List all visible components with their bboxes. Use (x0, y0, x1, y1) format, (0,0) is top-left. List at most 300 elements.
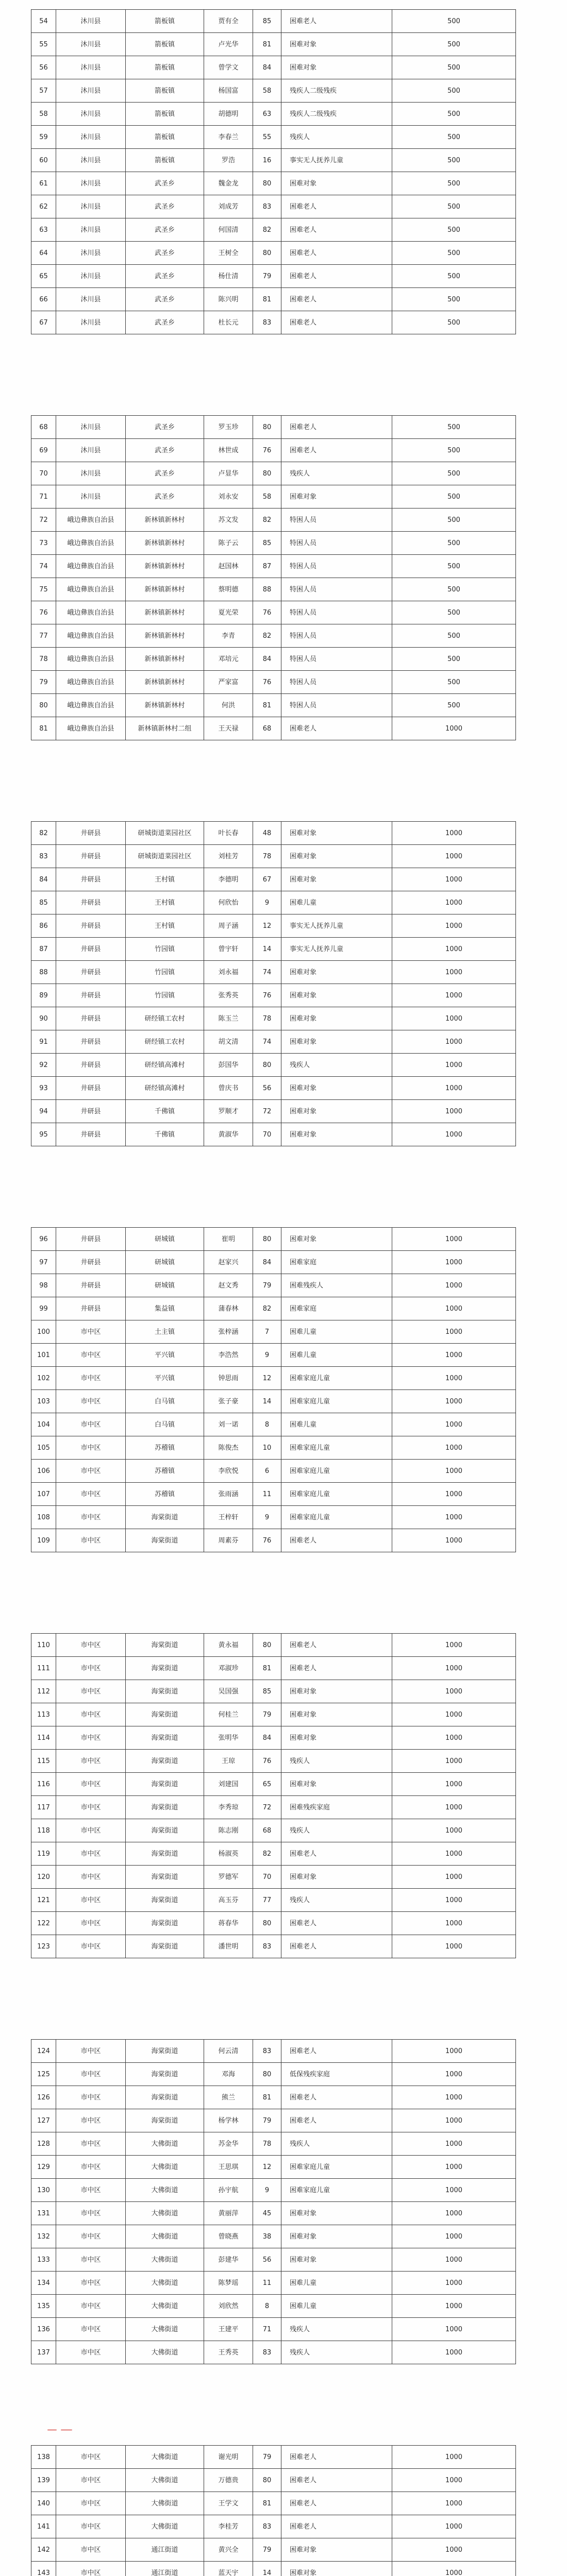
cell-age: 88 (253, 578, 281, 601)
cell-township: 通江街道 (126, 2538, 204, 2562)
cell-category: 残疾人 (281, 1819, 392, 1842)
cell-name: 赵家兴 (204, 1251, 253, 1274)
cell-index: 128 (31, 2132, 56, 2156)
cell-amount: 1000 (392, 845, 516, 868)
cell-county: 井研县 (56, 1007, 126, 1030)
cell-county: 市中区 (56, 2179, 126, 2202)
cell-category: 事实无人抚养儿童 (281, 149, 392, 172)
cell-name: 高玉芬 (204, 1889, 253, 1912)
cell-township: 大佛街道 (126, 2341, 204, 2364)
cell-name: 杨学林 (204, 2109, 253, 2132)
cell-amount: 1000 (392, 1228, 516, 1251)
cell-age: 80 (253, 172, 281, 195)
cell-name: 陈梦瑶 (204, 2272, 253, 2295)
cell-index: 141 (31, 2515, 56, 2538)
cell-category: 困难家庭儿童 (281, 1506, 392, 1529)
cell-county: 井研县 (56, 868, 126, 891)
cell-age: 67 (253, 868, 281, 891)
table-row (31, 1274, 516, 1297)
cell-name: 孙宇航 (204, 2179, 253, 2202)
table-row (31, 717, 516, 740)
table-row (31, 126, 516, 149)
table-row (31, 56, 516, 79)
cell-township: 新林镇新林村 (126, 555, 204, 578)
cell-township: 海棠街道 (126, 1750, 204, 1773)
table-row (31, 1819, 516, 1842)
cell-age: 82 (253, 624, 281, 648)
cell-township: 大佛街道 (126, 2295, 204, 2318)
cell-category: 困难老人 (281, 218, 392, 242)
table-row (31, 2492, 516, 2515)
cell-township: 大佛街道 (126, 2272, 204, 2295)
cell-county: 峨边彝族自治县 (56, 624, 126, 648)
cell-amount: 1000 (392, 1320, 516, 1344)
cell-name: 蒋春华 (204, 1912, 253, 1935)
cell-township: 王村镇 (126, 914, 204, 938)
cell-amount: 1000 (392, 1077, 516, 1100)
table-row (31, 961, 516, 984)
relief-list-table (31, 415, 516, 740)
cell-amount: 500 (392, 218, 516, 242)
cell-index: 142 (31, 2538, 56, 2562)
cell-age: 81 (253, 2086, 281, 2109)
cell-amount: 1000 (392, 2295, 516, 2318)
cell-age: 68 (253, 1819, 281, 1842)
cell-age: 81 (253, 694, 281, 717)
cell-name: 何欣怡 (204, 891, 253, 914)
cell-age: 71 (253, 2318, 281, 2341)
cell-amount: 500 (392, 56, 516, 79)
cell-name: 杨国富 (204, 79, 253, 103)
cell-index: 105 (31, 1436, 56, 1460)
cell-township: 海棠街道 (126, 1796, 204, 1819)
cell-county: 沐川县 (56, 439, 126, 462)
cell-index: 117 (31, 1796, 56, 1819)
cell-index: 89 (31, 984, 56, 1007)
cell-age: 87 (253, 555, 281, 578)
cell-township: 大佛街道 (126, 2132, 204, 2156)
cell-name: 蒲春林 (204, 1297, 253, 1320)
cell-amount: 500 (392, 172, 516, 195)
table-row (31, 33, 516, 56)
table-row (31, 1413, 516, 1436)
cell-category: 困难儿童 (281, 1344, 392, 1367)
cell-county: 市中区 (56, 1320, 126, 1344)
cell-township: 苏稽镇 (126, 1483, 204, 1506)
cell-age: 83 (253, 1935, 281, 1958)
cell-amount: 1000 (392, 1030, 516, 1054)
cell-township: 研经镇工农村 (126, 1007, 204, 1030)
cell-township: 千佛镇 (126, 1123, 204, 1146)
cell-county: 沐川县 (56, 485, 126, 509)
cell-amount: 500 (392, 671, 516, 694)
cell-category: 困难对象 (281, 1030, 392, 1054)
cell-name: 苏金华 (204, 2132, 253, 2156)
cell-index: 85 (31, 891, 56, 914)
cell-township: 集益镇 (126, 1297, 204, 1320)
cell-amount: 1000 (392, 2562, 516, 2576)
relief-list-table (31, 2445, 516, 2576)
cell-county: 市中区 (56, 2248, 126, 2272)
cell-county: 市中区 (56, 1819, 126, 1842)
cell-index: 136 (31, 2318, 56, 2341)
table-row (31, 671, 516, 694)
cell-township: 苏稽镇 (126, 1460, 204, 1483)
cell-index: 82 (31, 822, 56, 845)
cell-age: 85 (253, 10, 281, 33)
cell-township: 海棠街道 (126, 1506, 204, 1529)
cell-index: 61 (31, 172, 56, 195)
cell-index: 77 (31, 624, 56, 648)
cell-index: 119 (31, 1842, 56, 1866)
cell-township: 新林镇新林村 (126, 532, 204, 555)
cell-county: 井研县 (56, 1123, 126, 1146)
cell-amount: 1000 (392, 1413, 516, 1436)
cell-county: 井研县 (56, 984, 126, 1007)
cell-township: 王村镇 (126, 891, 204, 914)
cell-name: 叶长春 (204, 822, 253, 845)
table-row (31, 172, 516, 195)
cell-township: 大佛街道 (126, 2469, 204, 2492)
cell-category: 困难儿童 (281, 1320, 392, 1344)
cell-category: 残疾人 (281, 126, 392, 149)
table-row (31, 1773, 516, 1796)
cell-township: 苏稽镇 (126, 1436, 204, 1460)
cell-index: 97 (31, 1251, 56, 1274)
cell-category: 困难对象 (281, 172, 392, 195)
table-row (31, 2562, 516, 2576)
cell-index: 134 (31, 2272, 56, 2295)
cell-index: 79 (31, 671, 56, 694)
cell-category: 困难对象 (281, 1726, 392, 1750)
cell-county: 市中区 (56, 1657, 126, 1680)
cell-township: 竹园镇 (126, 984, 204, 1007)
cell-township: 大佛街道 (126, 2515, 204, 2538)
cell-township: 武圣乡 (126, 439, 204, 462)
cell-county: 市中区 (56, 2132, 126, 2156)
cell-county: 市中区 (56, 1483, 126, 1506)
cell-county: 沐川县 (56, 126, 126, 149)
table-row (31, 1390, 516, 1413)
table-row (31, 439, 516, 462)
cell-amount: 500 (392, 416, 516, 439)
cell-age: 78 (253, 2132, 281, 2156)
cell-index: 107 (31, 1483, 56, 1506)
cell-county: 沐川县 (56, 56, 126, 79)
cell-age: 70 (253, 1866, 281, 1889)
cell-category: 困难对象 (281, 961, 392, 984)
cell-category: 残疾人 (281, 1750, 392, 1773)
cell-index: 120 (31, 1866, 56, 1889)
table-row (31, 1297, 516, 1320)
cell-township: 大佛街道 (126, 2225, 204, 2248)
cell-age: 82 (253, 1297, 281, 1320)
table-row (31, 578, 516, 601)
cell-index: 133 (31, 2248, 56, 2272)
cell-name: 刘永安 (204, 485, 253, 509)
table-row (31, 694, 516, 717)
cell-county: 峨边彝族自治县 (56, 717, 126, 740)
cell-index: 55 (31, 33, 56, 56)
table-row (31, 2109, 516, 2132)
table-row (31, 914, 516, 938)
cell-category: 特困人员 (281, 694, 392, 717)
cell-township: 新林镇新林村 (126, 601, 204, 624)
cell-name: 谢光明 (204, 2446, 253, 2469)
cell-county: 市中区 (56, 1529, 126, 1552)
cell-name: 刘成芳 (204, 195, 253, 218)
cell-age: 79 (253, 265, 281, 288)
page-2 (31, 415, 515, 740)
cell-category: 低保残疾家庭 (281, 2063, 392, 2086)
table-row (31, 868, 516, 891)
cell-index: 139 (31, 2469, 56, 2492)
cell-amount: 1000 (392, 2248, 516, 2272)
cell-category: 事实无人抚养儿童 (281, 938, 392, 961)
cell-category: 困难老人 (281, 1657, 392, 1680)
cell-name: 熊兰 (204, 2086, 253, 2109)
cell-township: 海棠街道 (126, 1726, 204, 1750)
cell-name: 钟思雨 (204, 1367, 253, 1390)
cell-index: 81 (31, 717, 56, 740)
cell-township: 海棠街道 (126, 1912, 204, 1935)
cell-category: 困难对象 (281, 1680, 392, 1703)
cell-age: 77 (253, 1889, 281, 1912)
table-row (31, 2202, 516, 2225)
cell-category: 困难对象 (281, 33, 392, 56)
cell-name: 何云清 (204, 2040, 253, 2063)
table-row (31, 2446, 516, 2469)
cell-category: 残疾人 (281, 462, 392, 485)
stamp-fragment-mark (47, 2428, 78, 2433)
cell-index: 102 (31, 1367, 56, 1390)
cell-name: 邓培元 (204, 648, 253, 671)
cell-name: 彭国华 (204, 1054, 253, 1077)
cell-category: 困难老人 (281, 10, 392, 33)
cell-index: 83 (31, 845, 56, 868)
cell-county: 市中区 (56, 1703, 126, 1726)
cell-amount: 1000 (392, 1506, 516, 1529)
cell-name: 蔡明德 (204, 578, 253, 601)
cell-township: 海棠街道 (126, 1866, 204, 1889)
cell-name: 何桂兰 (204, 1703, 253, 1726)
cell-township: 海棠街道 (126, 1889, 204, 1912)
cell-index: 69 (31, 439, 56, 462)
cell-category: 困难残疾人 (281, 1274, 392, 1297)
cell-age: 84 (253, 1726, 281, 1750)
relief-list-table (31, 2039, 516, 2364)
cell-amount: 1000 (392, 1842, 516, 1866)
cell-index: 114 (31, 1726, 56, 1750)
cell-county: 井研县 (56, 822, 126, 845)
cell-index: 98 (31, 1274, 56, 1297)
cell-county: 市中区 (56, 1680, 126, 1703)
cell-township: 海棠街道 (126, 1703, 204, 1726)
cell-index: 113 (31, 1703, 56, 1726)
cell-index: 116 (31, 1773, 56, 1796)
cell-amount: 1000 (392, 1750, 516, 1773)
cell-category: 困难老人 (281, 2492, 392, 2515)
cell-township: 大佛街道 (126, 2492, 204, 2515)
cell-name: 苏文发 (204, 509, 253, 532)
cell-age: 56 (253, 1077, 281, 1100)
cell-category: 困难家庭 (281, 1251, 392, 1274)
cell-name: 潘世明 (204, 1935, 253, 1958)
cell-index: 90 (31, 1007, 56, 1030)
table-row (31, 1030, 516, 1054)
cell-township: 竹园镇 (126, 938, 204, 961)
cell-index: 76 (31, 601, 56, 624)
cell-name: 王梓轩 (204, 1506, 253, 1529)
cell-county: 沐川县 (56, 265, 126, 288)
cell-name: 罗玉珍 (204, 416, 253, 439)
cell-age: 55 (253, 126, 281, 149)
cell-index: 118 (31, 1819, 56, 1842)
cell-amount: 1000 (392, 1796, 516, 1819)
cell-name: 李秀琼 (204, 1796, 253, 1819)
cell-name: 卢光华 (204, 33, 253, 56)
cell-amount: 500 (392, 439, 516, 462)
cell-age: 8 (253, 1413, 281, 1436)
cell-name: 陈子云 (204, 532, 253, 555)
cell-amount: 1000 (392, 1483, 516, 1506)
cell-amount: 1000 (392, 1054, 516, 1077)
table-row (31, 2469, 516, 2492)
table-row (31, 2086, 516, 2109)
cell-township: 武圣乡 (126, 265, 204, 288)
cell-category: 困难对象 (281, 1228, 392, 1251)
cell-county: 井研县 (56, 1228, 126, 1251)
cell-county: 井研县 (56, 1100, 126, 1123)
cell-name: 罗浩 (204, 149, 253, 172)
cell-name: 周素芬 (204, 1529, 253, 1552)
cell-index: 86 (31, 914, 56, 938)
cell-index: 110 (31, 1634, 56, 1657)
cell-category: 困难对象 (281, 2538, 392, 2562)
cell-index: 115 (31, 1750, 56, 1773)
cell-category: 困难家庭儿童 (281, 1483, 392, 1506)
table-row (31, 1889, 516, 1912)
table-row (31, 1320, 516, 1344)
cell-county: 井研县 (56, 845, 126, 868)
table-row (31, 1703, 516, 1726)
table-row (31, 311, 516, 334)
cell-category: 困难对象 (281, 1007, 392, 1030)
cell-amount: 1000 (392, 2063, 516, 2086)
cell-age: 84 (253, 648, 281, 671)
cell-township: 研城镇 (126, 1274, 204, 1297)
cell-name: 王树全 (204, 242, 253, 265)
cell-county: 市中区 (56, 2156, 126, 2179)
cell-age: 80 (253, 1228, 281, 1251)
cell-name: 曾学文 (204, 56, 253, 79)
table-row (31, 938, 516, 961)
cell-category: 困难老人 (281, 717, 392, 740)
cell-age: 80 (253, 416, 281, 439)
cell-index: 111 (31, 1657, 56, 1680)
cell-county: 井研县 (56, 914, 126, 938)
cell-amount: 1000 (392, 1436, 516, 1460)
cell-township: 新林镇新林村 (126, 578, 204, 601)
cell-amount: 500 (392, 532, 516, 555)
cell-age: 74 (253, 1030, 281, 1054)
cell-index: 106 (31, 1460, 56, 1483)
cell-index: 100 (31, 1320, 56, 1344)
cell-category: 残疾人 (281, 2341, 392, 2364)
table-row (31, 1054, 516, 1077)
table-row (31, 1726, 516, 1750)
cell-index: 95 (31, 1123, 56, 1146)
table-row (31, 288, 516, 311)
cell-category: 困难家庭儿童 (281, 1436, 392, 1460)
cell-county: 市中区 (56, 1866, 126, 1889)
cell-name: 胡德明 (204, 103, 253, 126)
cell-amount: 500 (392, 126, 516, 149)
cell-name: 罗顺才 (204, 1100, 253, 1123)
cell-category: 特困人员 (281, 555, 392, 578)
cell-county: 市中区 (56, 1726, 126, 1750)
cell-name: 李德明 (204, 868, 253, 891)
cell-index: 99 (31, 1297, 56, 1320)
cell-township: 海棠街道 (126, 1657, 204, 1680)
table-row (31, 891, 516, 914)
table-row (31, 2063, 516, 2086)
cell-county: 市中区 (56, 1390, 126, 1413)
cell-county: 市中区 (56, 2272, 126, 2295)
cell-county: 沐川县 (56, 218, 126, 242)
cell-amount: 500 (392, 311, 516, 334)
cell-amount: 500 (392, 79, 516, 103)
cell-category: 残疾人 (281, 1889, 392, 1912)
cell-amount: 1000 (392, 2446, 516, 2469)
cell-index: 137 (31, 2341, 56, 2364)
cell-amount: 1000 (392, 2156, 516, 2179)
cell-amount: 1000 (392, 1680, 516, 1703)
cell-amount: 500 (392, 555, 516, 578)
cell-township: 研经镇高滩村 (126, 1054, 204, 1077)
cell-index: 123 (31, 1935, 56, 1958)
cell-amount: 1000 (392, 1297, 516, 1320)
cell-category: 困难家庭儿童 (281, 1390, 392, 1413)
cell-name: 刘永福 (204, 961, 253, 984)
cell-age: 76 (253, 1529, 281, 1552)
cell-age: 79 (253, 1703, 281, 1726)
cell-township: 新林镇新林村二组 (126, 717, 204, 740)
cell-amount: 1000 (392, 1390, 516, 1413)
cell-township: 新林镇新林村 (126, 671, 204, 694)
cell-township: 箭板镇 (126, 149, 204, 172)
cell-amount: 1000 (392, 1007, 516, 1030)
table-row (31, 2538, 516, 2562)
cell-county: 峨边彝族自治县 (56, 648, 126, 671)
cell-category: 困难老人 (281, 1529, 392, 1552)
cell-index: 135 (31, 2295, 56, 2318)
table-row (31, 1460, 516, 1483)
cell-township: 箭板镇 (126, 126, 204, 149)
cell-age: 63 (253, 103, 281, 126)
cell-category: 困难家庭儿童 (281, 2179, 392, 2202)
cell-county: 市中区 (56, 2538, 126, 2562)
table-row (31, 1866, 516, 1889)
cell-township: 海棠街道 (126, 1529, 204, 1552)
cell-age: 11 (253, 2272, 281, 2295)
cell-index: 125 (31, 2063, 56, 2086)
cell-county: 井研县 (56, 1054, 126, 1077)
cell-amount: 500 (392, 624, 516, 648)
cell-amount: 1000 (392, 1657, 516, 1680)
cell-index: 94 (31, 1100, 56, 1123)
cell-amount: 500 (392, 485, 516, 509)
